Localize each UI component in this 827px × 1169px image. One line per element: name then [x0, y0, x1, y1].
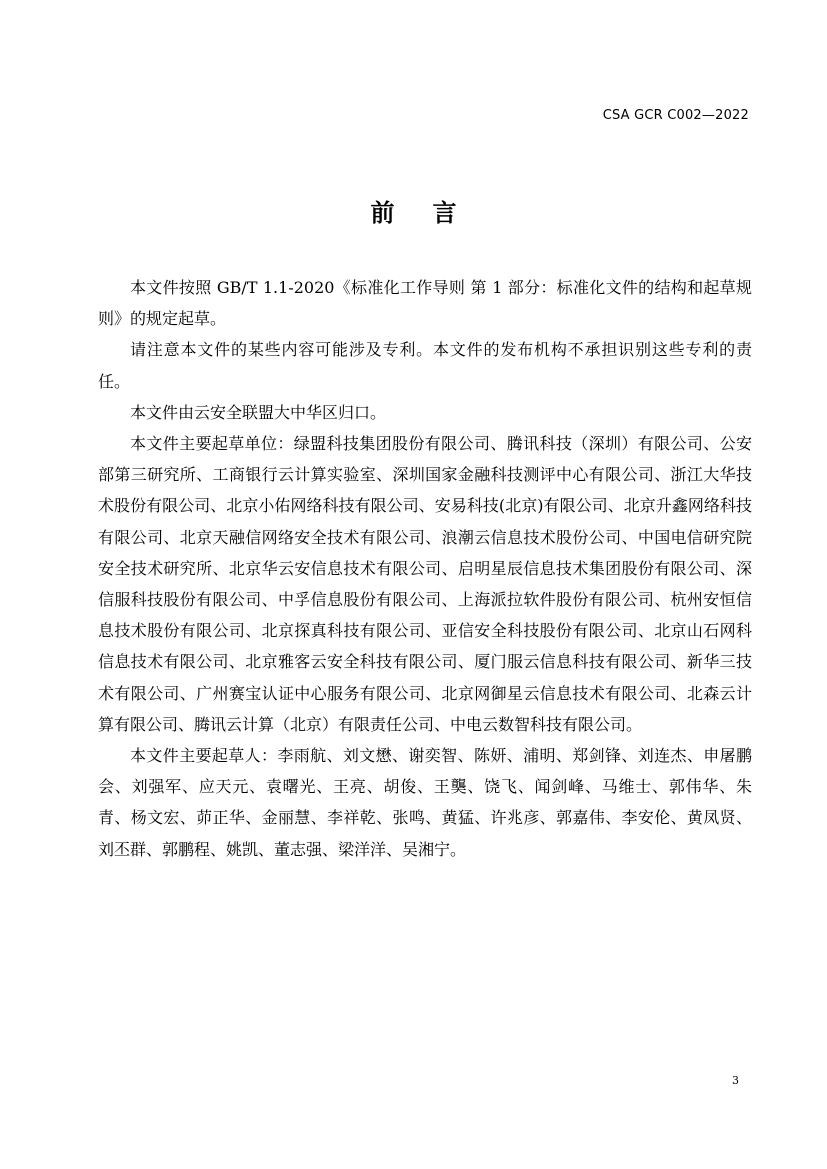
paragraph-drafting-rules: 本文件按照 GB/T 1.1-2020《标准化工作导则 第 1 部分：标准化文件的结构和起草规则》的规定起草。 — [98, 278, 752, 329]
paragraph-responsible-body: 本文件由云安全联盟大中华区归口。 — [130, 402, 387, 422]
page-title: 前言 — [370, 199, 495, 227]
document-id: CSA GCR C002—2022 — [602, 108, 749, 123]
paragraph-patent-notice: 请注意本文件的某些内容可能涉及专利。本文件的发布机构不承担识别这些专利的责任。 — [98, 340, 752, 391]
foreword-body — [98, 272, 752, 865]
paragraph-drafters: 本文件主要起草人：李雨航、刘文懋、谢奕智、陈妍、浦明、郑剑锋、刘连杰、申屠鹏会、刘强军、应天元、袁曙光、王亮、胡俊、王龑、饶飞、闻剑峰、马维士、郭伟华、朱青、杨文宏、茆正华、金丽慧、李祥乾、张鸣、黄猛、许兆彦、郭嘉伟、李安伦、黄凤贤、刘丕群、郭鹏程、姚凯、董志强、梁洋洋、吴湘宁。 — [98, 746, 752, 859]
page-number: 3 — [732, 1074, 739, 1087]
paragraph-drafting-organizations: 本文件主要起草单位：绿盟科技集团股份有限公司、腾讯科技（深圳）有限公司、公安部第三研究所、工商银行云计算实验室、深圳国家金融科技测评中心有限公司、浙江大华技术股份有限公司、北京小佑网络科技有限公司、安易科技(北京)有限公司、北京升鑫网络科技有限公司、北京天融信网络安全技术有限公司、浪潮云信息技术股份公司、中国电信研究院安全技术研究所、北京华云安信息技术有限公司、启明星辰信息技术集团股份有限公司、深信服科技股份有限公司、中孚信息股份有限公司、上海派拉软件股份有限公司、杭州安恒信息技术股份有限公司、北京探真科技有限公司、亚信安全科技股份有限公司、北京山石网科信息技术有限公司、北京雅客云安全科技有限公司、厦门服云信息科技有限公司、新华三技术有限公司、广州赛宝认证中心服务有限公司、北京网御星云信息技术有限公司、北森云计算有限公司、腾讯云计算（北京）有限责任公司、中电云数智科技有限公司。 — [98, 434, 752, 734]
